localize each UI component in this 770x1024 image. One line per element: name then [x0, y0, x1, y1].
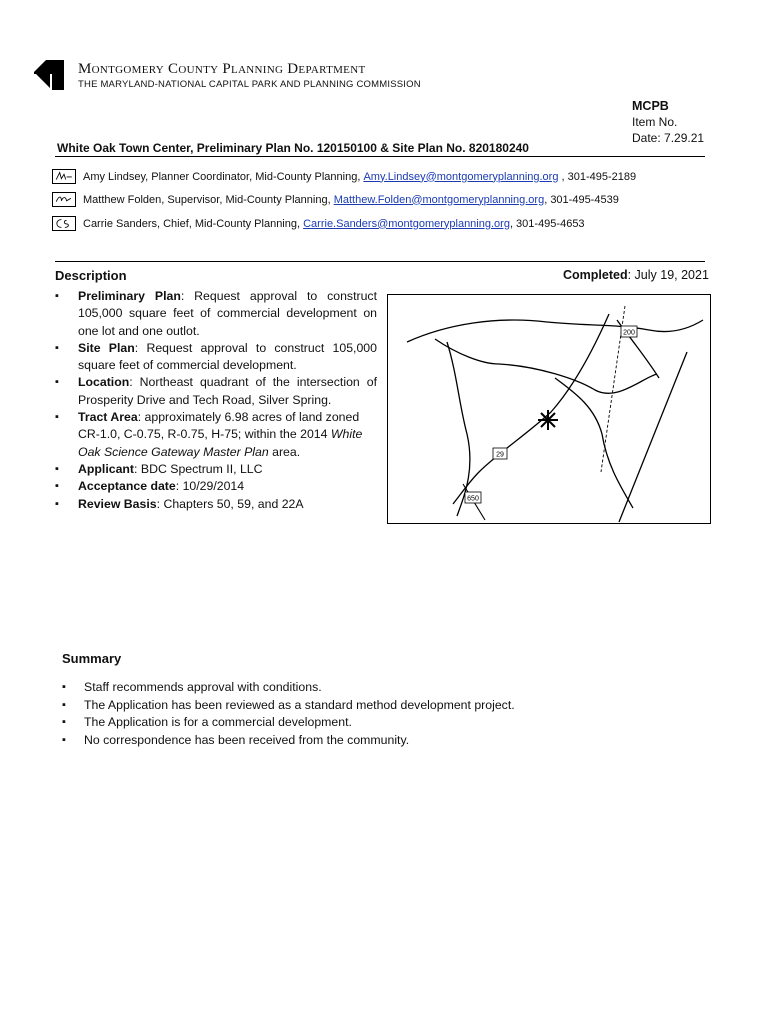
completed-value: : July 19, 2021 [627, 268, 709, 282]
planning-logo-icon [34, 60, 64, 90]
item-number: Item No. [632, 115, 678, 129]
list-item: ▪ Location: Northeast quadrant of the intersection of Prosperity Drive and Tech Road, Silver Spring. [55, 374, 377, 409]
list-item: ▪ Acceptance date: 10/29/2014 [55, 478, 377, 495]
list-item: ▪ Tract Area: approximately 6.98 acres of land zoned CR-1.0, C-0.75, R-0.75, H-75; within the 2014 White Oak Science Gateway Master Plan area. [55, 409, 377, 461]
plan-title: White Oak Town Center, Preliminary Plan No. 120150100 & Site Plan No. 820180240 [57, 141, 529, 155]
description-list [55, 288, 377, 513]
department-name: Montgomery County Planning Department [78, 61, 366, 77]
list-item: ▪ Site Plan: Request approval to construct 105,000 square feet of commercial development. [55, 340, 377, 375]
route-shield [621, 326, 637, 337]
svg-text:29: 29 [496, 451, 504, 459]
board-label: MCPB [632, 99, 669, 113]
staff-line [52, 169, 636, 184]
staff-text: Carrie Sanders, Chief, Mid-County Planning, [83, 217, 301, 230]
list-item: ▪ Review Basis: Chapters 50, 59, and 22A [55, 496, 377, 513]
staff-phone: , 301-495-4539 [544, 193, 619, 206]
route-shield [493, 448, 507, 459]
meeting-date: Date: 7.29.21 [632, 131, 705, 145]
staff-line [52, 192, 619, 207]
summary-heading: Summary [62, 651, 122, 666]
staff-phone: , 301-495-2189 [561, 170, 637, 183]
list-item: ▪ No correspondence has been received from the community. [62, 732, 515, 750]
staff-text: Amy Lindsey, Planner Coordinator, Mid-County Planning, [83, 170, 361, 183]
staff-email-link[interactable]: Matthew.Folden@montgomeryplanning.org [333, 193, 545, 206]
list-item: ▪ Staff recommends approval with conditions. [62, 679, 515, 697]
signature-icon [52, 192, 76, 207]
list-item: ▪ The Application has been reviewed as a standard method development project. [62, 697, 515, 715]
staff-text: Matthew Folden, Supervisor, Mid-County Planning, [83, 193, 331, 206]
svg-text:200: 200 [623, 329, 635, 337]
summary-list [62, 679, 515, 749]
list-item: ▪ Applicant: BDC Spectrum II, LLC [55, 461, 377, 478]
completed-label: Completed [563, 268, 628, 282]
staff-line [52, 216, 585, 231]
list-item: ▪ Preliminary Plan: Request approval to construct 105,000 square feet of commercial development on one lot and one outlot. [55, 288, 377, 340]
completed-date [563, 268, 709, 282]
commission-name: THE MARYLAND-NATIONAL CAPITAL PARK AND PLANNING COMMISSION [78, 79, 421, 90]
vicinity-map [387, 294, 711, 524]
signature-icon [52, 169, 76, 184]
description-heading: Description [55, 268, 127, 283]
staff-email-link[interactable]: Carrie.Sanders@montgomeryplanning.org [303, 217, 510, 230]
route-shield [465, 492, 481, 503]
staff-phone: , 301-495-4653 [509, 217, 585, 230]
list-item: ▪ The Application is for a commercial development. [62, 714, 515, 732]
signature-icon [52, 216, 76, 231]
header-divider [55, 156, 705, 157]
svg-text:650: 650 [467, 495, 479, 503]
section-divider [55, 261, 705, 262]
staff-email-link[interactable]: Amy.Lindsey@montgomeryplanning.org [363, 170, 559, 183]
